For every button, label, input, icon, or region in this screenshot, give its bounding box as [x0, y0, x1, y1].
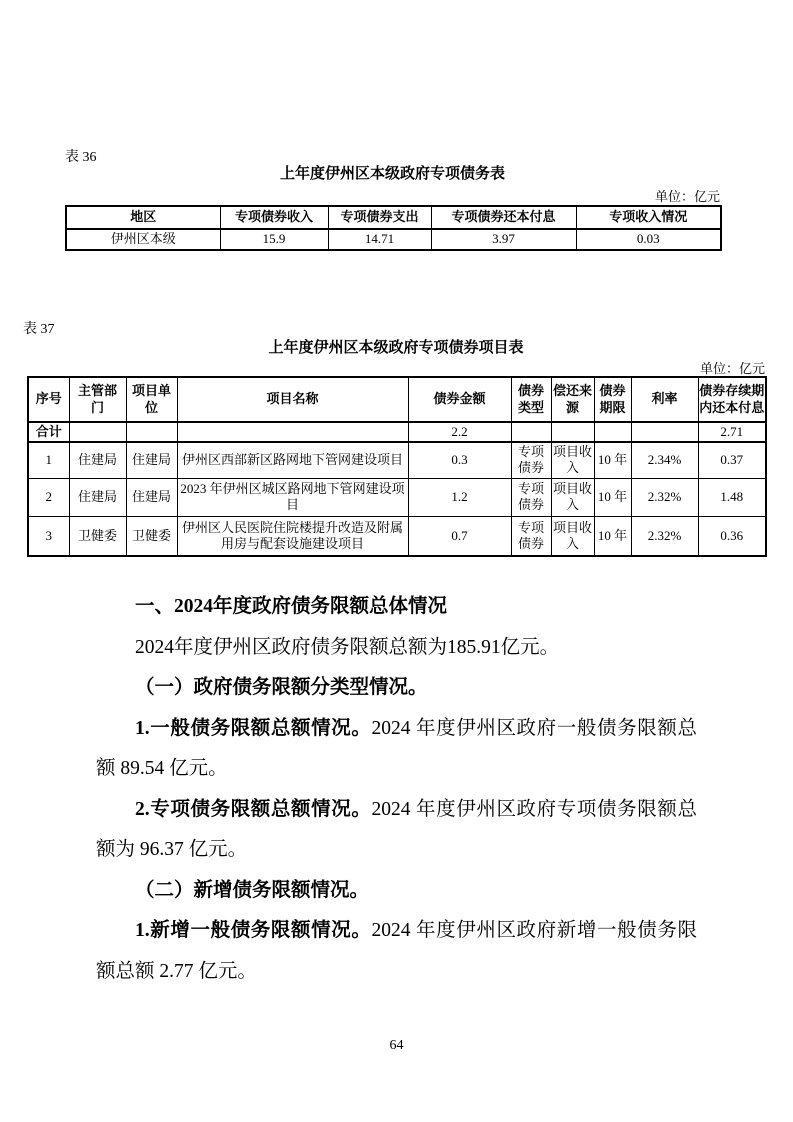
- cell-service-payment: 0.37: [698, 442, 766, 478]
- column-header-bond-term: 债券期限: [594, 377, 631, 422]
- table36-data-row: [66, 229, 721, 250]
- item-lead: 1.新增一般债务限额情况。: [135, 920, 372, 941]
- item-lead: 1.一般债务限额总额情况。: [135, 717, 372, 739]
- body-text: [96, 587, 697, 992]
- page-number: 64: [389, 1038, 404, 1053]
- table37: [27, 376, 767, 557]
- table-row: [28, 478, 766, 516]
- cell-project-name: 伊州区人民医院住院楼提升改造及附属用房与配套设施建设项目: [177, 516, 408, 556]
- table36-label: 表 36: [65, 150, 97, 165]
- cell-service-payment: 0.36: [698, 516, 766, 556]
- column-header-bond-type: 债券类型: [511, 377, 551, 422]
- table-cell-special-income: 0.03: [576, 229, 721, 250]
- paragraph: [96, 911, 697, 992]
- cell-dept: 卫健委: [69, 516, 126, 556]
- total-service-payment: 2.71: [698, 422, 766, 442]
- table36-header-row: [66, 206, 721, 229]
- column-header-project-unit: 项目单位: [126, 377, 177, 422]
- cell-type: 专项债券: [511, 478, 551, 516]
- table36: [65, 205, 722, 251]
- item-text: 2024 年度伊州区政府专项债务限额总额为 96.37 亿元。: [96, 798, 697, 860]
- cell-unit: 卫健委: [126, 516, 177, 556]
- table-cell-bond-income: 15.9: [220, 229, 328, 250]
- cell-service-payment: 1.48: [698, 478, 766, 516]
- total-rate: [631, 422, 698, 442]
- item-text: 2024 年度伊州区政府新增一般债务限额总额 2.77 亿元。: [96, 920, 697, 982]
- cell-unit: 住建局: [126, 478, 177, 516]
- cell-amount: 0.3: [408, 442, 511, 478]
- table-row: [28, 516, 766, 556]
- subsection-heading: （二）新增债务限额情况。: [135, 879, 370, 901]
- table37-label: 表 37: [23, 322, 55, 337]
- column-header-dept: 主管部门: [69, 377, 126, 422]
- table-cell-bond-repayment: 3.97: [431, 229, 576, 250]
- column-header-bond-amount: 债券金额: [408, 377, 511, 422]
- cell-type: 专项债券: [511, 442, 551, 478]
- cell-amount: 0.7: [408, 516, 511, 556]
- total-type: [511, 422, 551, 442]
- column-header-repay-source: 偿还来源: [551, 377, 594, 422]
- cell-rate: 2.34%: [631, 442, 698, 478]
- total-name: [177, 422, 408, 442]
- cell-project-name: 2023 年伊州区城区路网地下管网建设项目: [177, 478, 408, 516]
- subsection-heading: （一）政府债务限额分类型情况。: [135, 677, 428, 698]
- cell-no: 2: [28, 478, 69, 516]
- cell-no: 3: [28, 516, 69, 556]
- table36-unit: 单位：亿元: [654, 189, 720, 204]
- cell-dept: 住建局: [69, 478, 126, 516]
- cell-dept: 住建局: [69, 442, 126, 478]
- column-header-region: 地区: [66, 206, 220, 229]
- total-dept: [69, 422, 126, 442]
- table-row: [28, 442, 766, 478]
- column-header-rate: 利率: [631, 377, 698, 422]
- section-heading: 一、2024年度政府债务限额总体情况: [135, 596, 448, 617]
- total-amount: 2.2: [408, 422, 511, 442]
- cell-source: 项目收入: [551, 516, 594, 556]
- column-header-project-name: 项目名称: [177, 377, 408, 422]
- table37-total-row: [28, 422, 766, 442]
- cell-term: 10 年: [594, 442, 631, 478]
- total-unit: [126, 422, 177, 442]
- total-label: 合计: [28, 422, 69, 442]
- total-term: [594, 422, 631, 442]
- cell-unit: 住建局: [126, 442, 177, 478]
- column-header-bond-repayment: 专项债券还本付息: [431, 206, 576, 229]
- cell-project-name: 伊州区西部新区路网地下管网建设项目: [177, 442, 408, 478]
- cell-rate: 2.32%: [631, 478, 698, 516]
- paragraph: [96, 709, 697, 790]
- column-header-special-income: 专项收入情况: [576, 206, 721, 229]
- cell-source: 项目收入: [551, 478, 594, 516]
- paragraph: [96, 790, 697, 871]
- table-cell-bond-expense: 14.71: [328, 229, 431, 250]
- item-text: 2024 年度伊州区政府一般债务限额总额 89.54 亿元。: [96, 717, 697, 779]
- paragraph: 2024年度伊州区政府债务限额总额为185.91亿元。: [135, 636, 560, 658]
- cell-term: 10 年: [594, 478, 631, 516]
- table37-header-row: [28, 377, 766, 422]
- table37-unit: 单位：亿元: [699, 361, 765, 376]
- cell-type: 专项债券: [511, 516, 551, 556]
- cell-source: 项目收入: [551, 442, 594, 478]
- total-source: [551, 422, 594, 442]
- column-header-bond-income: 专项债券收入: [220, 206, 328, 229]
- cell-rate: 2.32%: [631, 516, 698, 556]
- item-lead: 2.专项债务限额总额情况。: [135, 798, 372, 820]
- table36-title: 上年度伊州区本级政府专项债务表: [279, 165, 505, 182]
- cell-no: 1: [28, 442, 69, 478]
- cell-amount: 1.2: [408, 478, 511, 516]
- column-header-bond-expense: 专项债券支出: [328, 206, 431, 229]
- table37-title: 上年度伊州区本级政府专项债券项目表: [268, 339, 524, 356]
- column-header-no: 序号: [28, 377, 69, 422]
- cell-term: 10 年: [594, 516, 631, 556]
- column-header-service-payment: 债券存续期内还本付息: [698, 377, 766, 422]
- table-cell-region: 伊州区本级: [66, 229, 220, 250]
